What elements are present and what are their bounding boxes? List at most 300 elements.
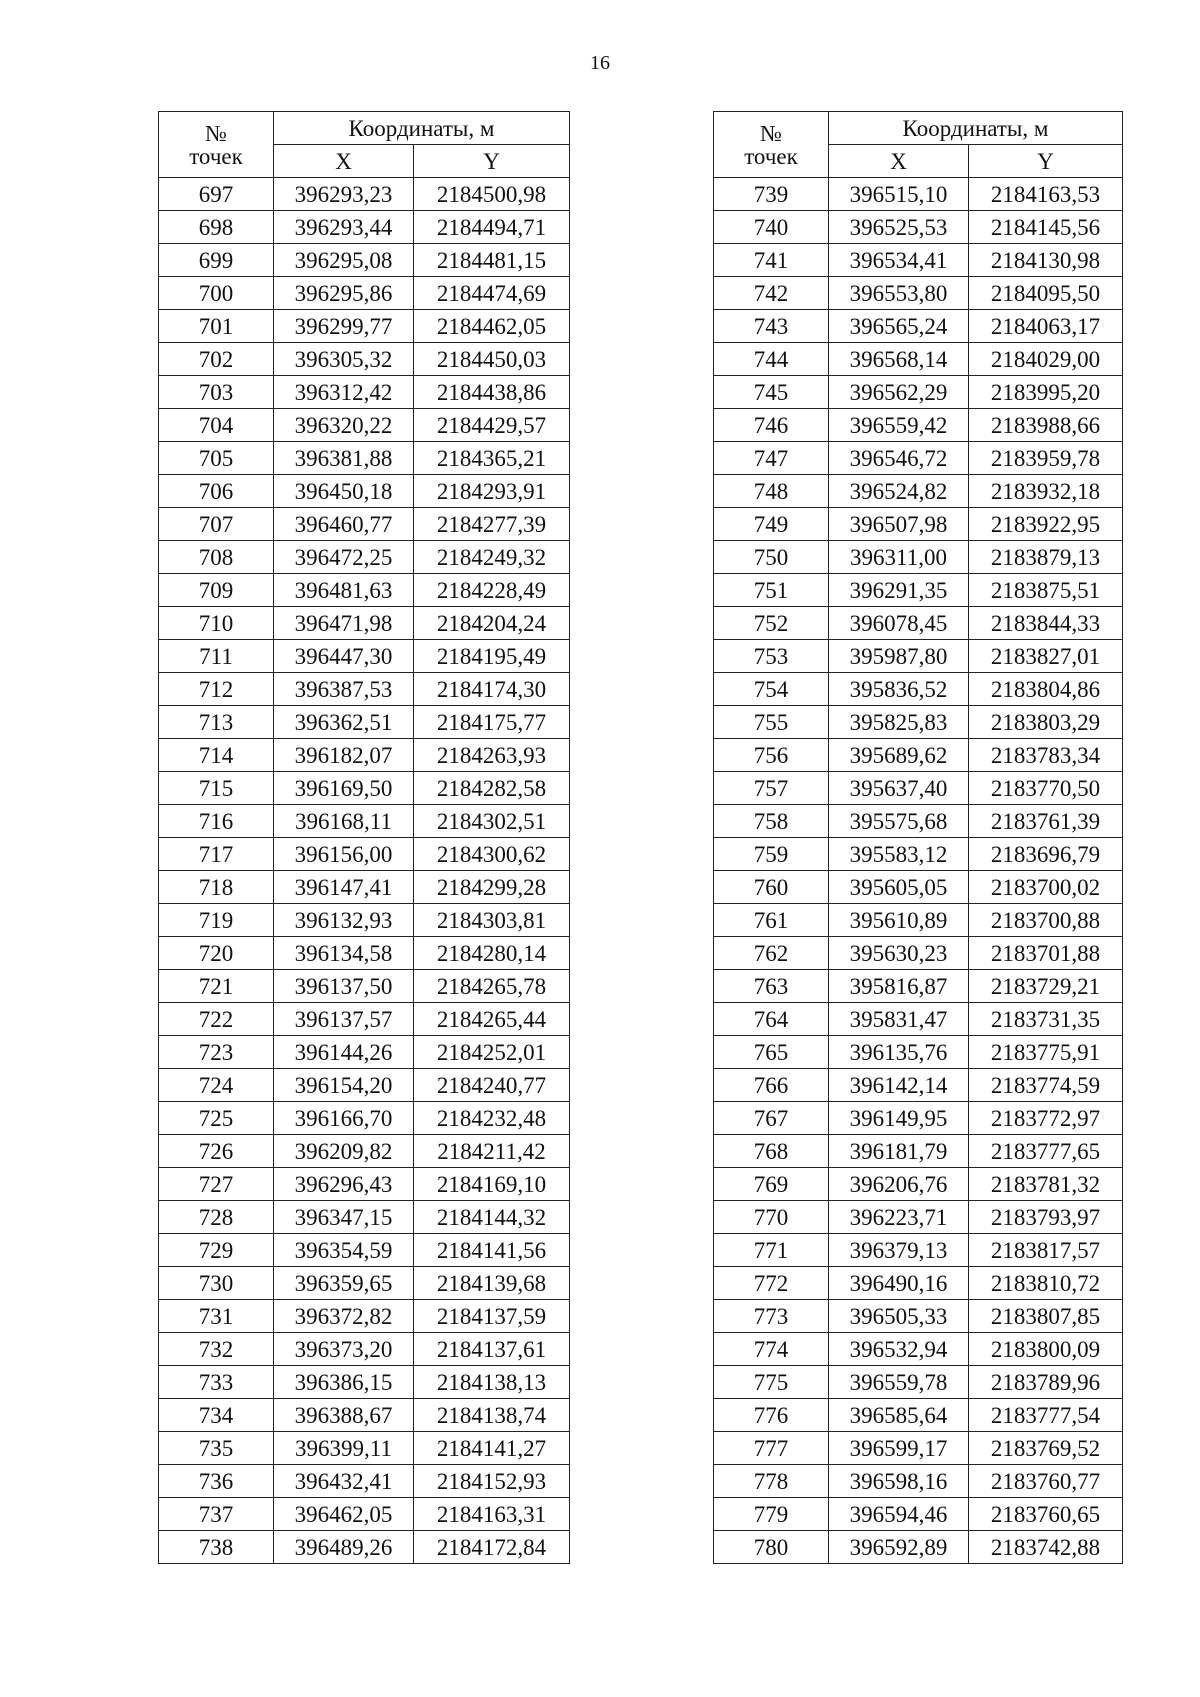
y-coordinate-cell: 2184300,62 — [414, 838, 570, 871]
table-row — [714, 739, 1123, 772]
point-number-cell: 713 — [159, 706, 274, 739]
table-row — [159, 310, 570, 343]
table-row — [159, 1135, 570, 1168]
table-row — [159, 1498, 570, 1531]
x-coordinate-cell: 396354,59 — [274, 1234, 414, 1267]
y-coordinate-cell: 2184137,59 — [414, 1300, 570, 1333]
point-number-cell: 714 — [159, 739, 274, 772]
table-row — [159, 838, 570, 871]
point-number-cell: 749 — [714, 508, 829, 541]
point-number-cell: 758 — [714, 805, 829, 838]
y-coordinate-cell: 2184263,93 — [414, 739, 570, 772]
table-row — [714, 1498, 1123, 1531]
y-coordinate-cell: 2184228,49 — [414, 574, 570, 607]
x-coordinate-cell: 396534,41 — [829, 244, 969, 277]
point-number-symbol: № — [760, 120, 782, 146]
table-row — [714, 442, 1123, 475]
x-coordinate-cell: 396524,82 — [829, 475, 969, 508]
x-coordinate-cell: 395987,80 — [829, 640, 969, 673]
point-number-cell: 716 — [159, 805, 274, 838]
y-coordinate-cell: 2183731,35 — [969, 1003, 1123, 1036]
table-row — [159, 1333, 570, 1366]
point-number-cell: 742 — [714, 277, 829, 310]
y-coordinate-cell: 2184232,48 — [414, 1102, 570, 1135]
table-row — [159, 1432, 570, 1465]
point-number-cell: 776 — [714, 1399, 829, 1432]
x-coordinate-cell: 396362,51 — [274, 706, 414, 739]
y-coordinate-cell: 2184138,13 — [414, 1366, 570, 1399]
x-coordinate-cell: 396546,72 — [829, 442, 969, 475]
y-coordinate-cell: 2183844,33 — [969, 607, 1123, 640]
x-coordinate-cell: 396169,50 — [274, 772, 414, 805]
point-number-label: точек — [744, 143, 798, 169]
y-coordinate-cell: 2184211,42 — [414, 1135, 570, 1168]
table-row — [159, 1036, 570, 1069]
x-coordinate-cell: 396515,10 — [829, 178, 969, 211]
y-coordinate-cell: 2184303,81 — [414, 904, 570, 937]
x-coordinate-cell: 396568,14 — [829, 343, 969, 376]
x-coordinate-cell: 396296,43 — [274, 1168, 414, 1201]
table-row — [714, 211, 1123, 244]
table-row — [159, 211, 570, 244]
x-coordinate-cell: 396182,07 — [274, 739, 414, 772]
table-row — [714, 805, 1123, 838]
table-row — [714, 1234, 1123, 1267]
x-coordinate-cell: 396507,98 — [829, 508, 969, 541]
y-coordinate-cell: 2183922,95 — [969, 508, 1123, 541]
y-coordinate-cell: 2184139,68 — [414, 1267, 570, 1300]
y-coordinate-cell: 2183783,34 — [969, 739, 1123, 772]
table-row — [159, 805, 570, 838]
point-number-cell: 778 — [714, 1465, 829, 1498]
point-number-cell: 752 — [714, 607, 829, 640]
point-number-cell: 741 — [714, 244, 829, 277]
page-number: 16 — [590, 52, 610, 74]
point-number-header — [714, 112, 829, 178]
x-coordinate-cell: 396299,77 — [274, 310, 414, 343]
y-coordinate-cell: 2184494,71 — [414, 211, 570, 244]
table-row — [159, 541, 570, 574]
y-coordinate-cell: 2184500,98 — [414, 178, 570, 211]
point-number-cell: 723 — [159, 1036, 274, 1069]
y-coordinate-cell: 2183760,65 — [969, 1498, 1123, 1531]
y-coordinate-cell: 2184204,24 — [414, 607, 570, 640]
table-row — [714, 607, 1123, 640]
x-coordinate-cell: 396132,93 — [274, 904, 414, 937]
y-coordinate-cell: 2184095,50 — [969, 277, 1123, 310]
x-coordinate-cell: 396505,33 — [829, 1300, 969, 1333]
x-coordinate-cell: 396532,94 — [829, 1333, 969, 1366]
y-coordinate-cell: 2184141,27 — [414, 1432, 570, 1465]
table-row — [714, 772, 1123, 805]
y-coordinate-cell: 2184365,21 — [414, 442, 570, 475]
x-coordinate-cell: 396565,24 — [829, 310, 969, 343]
x-coordinate-cell: 395605,05 — [829, 871, 969, 904]
x-coordinate-cell: 396585,64 — [829, 1399, 969, 1432]
y-coordinate-cell: 2183817,57 — [969, 1234, 1123, 1267]
x-coordinate-cell: 396320,22 — [274, 409, 414, 442]
table-row — [159, 1201, 570, 1234]
y-coordinate-cell: 2184137,61 — [414, 1333, 570, 1366]
table-row — [714, 706, 1123, 739]
y-coordinate-cell: 2183761,39 — [969, 805, 1123, 838]
point-number-cell: 754 — [714, 673, 829, 706]
x-coordinate-cell: 395816,87 — [829, 970, 969, 1003]
point-number-cell: 711 — [159, 640, 274, 673]
point-number-cell: 766 — [714, 1069, 829, 1102]
table-row — [714, 1432, 1123, 1465]
x-coordinate-cell: 396372,82 — [274, 1300, 414, 1333]
table-row — [159, 1300, 570, 1333]
point-number-cell: 738 — [159, 1531, 274, 1564]
point-number-cell: 780 — [714, 1531, 829, 1564]
x-coordinate-cell: 396223,71 — [829, 1201, 969, 1234]
table-row — [159, 343, 570, 376]
table-row — [714, 1531, 1123, 1564]
y-coordinate-cell: 2183696,79 — [969, 838, 1123, 871]
point-number-cell: 779 — [714, 1498, 829, 1531]
table-row — [714, 244, 1123, 277]
point-number-cell: 727 — [159, 1168, 274, 1201]
coordinates-header: Координаты, м — [829, 112, 1123, 145]
y-coordinate-cell: 2183800,09 — [969, 1333, 1123, 1366]
x-coordinate-cell: 396347,15 — [274, 1201, 414, 1234]
y-coordinate-cell: 2184450,03 — [414, 343, 570, 376]
y-coordinate-cell: 2183932,18 — [969, 475, 1123, 508]
point-number-cell: 762 — [714, 937, 829, 970]
y-coordinate-cell: 2184462,05 — [414, 310, 570, 343]
point-number-cell: 751 — [714, 574, 829, 607]
table-body-left — [159, 178, 570, 1564]
x-column-header: X — [274, 145, 414, 178]
table-row — [159, 1234, 570, 1267]
x-coordinate-cell: 396598,16 — [829, 1465, 969, 1498]
table-row — [159, 739, 570, 772]
point-number-header — [159, 112, 274, 178]
point-number-cell: 777 — [714, 1432, 829, 1465]
x-coordinate-cell: 395583,12 — [829, 838, 969, 871]
point-number-cell: 756 — [714, 739, 829, 772]
point-number-cell: 697 — [159, 178, 274, 211]
x-coordinate-cell: 396181,79 — [829, 1135, 969, 1168]
y-coordinate-cell: 2184302,51 — [414, 805, 570, 838]
table-row — [714, 1399, 1123, 1432]
table-row — [159, 1267, 570, 1300]
point-number-cell: 739 — [714, 178, 829, 211]
table-row — [714, 937, 1123, 970]
y-coordinate-cell: 2183701,88 — [969, 937, 1123, 970]
point-number-cell: 774 — [714, 1333, 829, 1366]
point-number-cell: 709 — [159, 574, 274, 607]
y-coordinate-cell: 2184252,01 — [414, 1036, 570, 1069]
point-number-cell: 746 — [714, 409, 829, 442]
table-body-right — [714, 178, 1123, 1564]
table-row — [714, 541, 1123, 574]
y-coordinate-cell: 2183769,52 — [969, 1432, 1123, 1465]
y-coordinate-cell: 2184265,78 — [414, 970, 570, 1003]
point-number-cell: 704 — [159, 409, 274, 442]
point-number-cell: 744 — [714, 343, 829, 376]
x-coordinate-cell: 396154,20 — [274, 1069, 414, 1102]
table-row — [714, 904, 1123, 937]
table-row — [159, 607, 570, 640]
y-coordinate-cell: 2184130,98 — [969, 244, 1123, 277]
y-coordinate-cell: 2183775,91 — [969, 1036, 1123, 1069]
y-coordinate-cell: 2184144,32 — [414, 1201, 570, 1234]
y-coordinate-cell: 2184249,32 — [414, 541, 570, 574]
table-row — [159, 1003, 570, 1036]
point-number-cell: 771 — [714, 1234, 829, 1267]
y-coordinate-cell: 2183700,02 — [969, 871, 1123, 904]
table-row — [159, 409, 570, 442]
point-number-cell: 712 — [159, 673, 274, 706]
x-coordinate-cell: 396305,32 — [274, 343, 414, 376]
table-row — [714, 310, 1123, 343]
x-coordinate-cell: 396168,11 — [274, 805, 414, 838]
table-row — [714, 673, 1123, 706]
point-number-cell: 710 — [159, 607, 274, 640]
x-coordinate-cell: 395825,83 — [829, 706, 969, 739]
y-coordinate-cell: 2184174,30 — [414, 673, 570, 706]
y-coordinate-cell: 2183803,29 — [969, 706, 1123, 739]
y-coordinate-cell: 2184474,69 — [414, 277, 570, 310]
point-number-cell: 747 — [714, 442, 829, 475]
y-coordinate-cell: 2183700,88 — [969, 904, 1123, 937]
coordinates-header: Координаты, м — [274, 112, 570, 145]
x-coordinate-cell: 396553,80 — [829, 277, 969, 310]
x-coordinate-cell: 396078,45 — [829, 607, 969, 640]
y-column-header: Y — [414, 145, 570, 178]
table-row — [159, 772, 570, 805]
y-coordinate-cell: 2184280,14 — [414, 937, 570, 970]
point-number-cell: 728 — [159, 1201, 274, 1234]
point-number-cell: 699 — [159, 244, 274, 277]
y-coordinate-cell: 2183760,77 — [969, 1465, 1123, 1498]
point-number-cell: 717 — [159, 838, 274, 871]
point-number-cell: 706 — [159, 475, 274, 508]
y-coordinate-cell: 2184141,56 — [414, 1234, 570, 1267]
x-coordinate-cell: 395831,47 — [829, 1003, 969, 1036]
point-number-cell: 708 — [159, 541, 274, 574]
y-column-header: Y — [969, 145, 1123, 178]
table-row — [714, 574, 1123, 607]
y-coordinate-cell: 2184169,10 — [414, 1168, 570, 1201]
table-row — [714, 1102, 1123, 1135]
point-number-cell: 743 — [714, 310, 829, 343]
y-coordinate-cell: 2183810,72 — [969, 1267, 1123, 1300]
x-coordinate-cell: 396388,67 — [274, 1399, 414, 1432]
point-number-cell: 718 — [159, 871, 274, 904]
x-coordinate-cell: 396209,82 — [274, 1135, 414, 1168]
table-row — [159, 1168, 570, 1201]
point-number-cell: 720 — [159, 937, 274, 970]
y-coordinate-cell: 2183793,97 — [969, 1201, 1123, 1234]
table-row — [714, 1168, 1123, 1201]
table-row — [714, 838, 1123, 871]
table-row — [159, 1399, 570, 1432]
point-number-cell: 770 — [714, 1201, 829, 1234]
x-coordinate-cell: 396562,29 — [829, 376, 969, 409]
table-row — [159, 376, 570, 409]
x-coordinate-cell: 396386,15 — [274, 1366, 414, 1399]
table-row — [714, 376, 1123, 409]
table-row — [159, 508, 570, 541]
x-coordinate-cell: 396166,70 — [274, 1102, 414, 1135]
y-coordinate-cell: 2183742,88 — [969, 1531, 1123, 1564]
point-number-cell: 769 — [714, 1168, 829, 1201]
x-coordinate-cell: 396525,53 — [829, 211, 969, 244]
table-row — [159, 442, 570, 475]
point-number-cell: 772 — [714, 1267, 829, 1300]
y-coordinate-cell: 2183995,20 — [969, 376, 1123, 409]
y-coordinate-cell: 2184175,77 — [414, 706, 570, 739]
y-coordinate-cell: 2183789,96 — [969, 1366, 1123, 1399]
point-number-cell: 702 — [159, 343, 274, 376]
point-number-cell: 773 — [714, 1300, 829, 1333]
x-coordinate-cell: 396137,57 — [274, 1003, 414, 1036]
x-coordinate-cell: 396481,63 — [274, 574, 414, 607]
table-row — [714, 871, 1123, 904]
point-number-cell: 737 — [159, 1498, 274, 1531]
point-number-cell: 729 — [159, 1234, 274, 1267]
point-number-cell: 755 — [714, 706, 829, 739]
point-number-cell: 761 — [714, 904, 829, 937]
point-number-cell: 698 — [159, 211, 274, 244]
x-column-header: X — [829, 145, 969, 178]
x-coordinate-cell: 396594,46 — [829, 1498, 969, 1531]
x-coordinate-cell: 396381,88 — [274, 442, 414, 475]
table-row — [714, 178, 1123, 211]
y-coordinate-cell: 2184029,00 — [969, 343, 1123, 376]
point-number-cell: 768 — [714, 1135, 829, 1168]
point-number-symbol: № — [205, 120, 227, 146]
point-number-cell: 732 — [159, 1333, 274, 1366]
x-coordinate-cell: 396489,26 — [274, 1531, 414, 1564]
y-coordinate-cell: 2184299,28 — [414, 871, 570, 904]
point-number-cell: 707 — [159, 508, 274, 541]
x-coordinate-cell: 396295,08 — [274, 244, 414, 277]
table-row — [159, 1465, 570, 1498]
table-row — [159, 673, 570, 706]
point-number-cell: 736 — [159, 1465, 274, 1498]
table-row — [159, 1366, 570, 1399]
x-coordinate-cell: 396206,76 — [829, 1168, 969, 1201]
x-coordinate-cell: 396295,86 — [274, 277, 414, 310]
point-number-cell: 703 — [159, 376, 274, 409]
y-coordinate-cell: 2184240,77 — [414, 1069, 570, 1102]
x-coordinate-cell: 396293,44 — [274, 211, 414, 244]
x-coordinate-cell: 396379,13 — [829, 1234, 969, 1267]
point-number-cell: 757 — [714, 772, 829, 805]
y-coordinate-cell: 2183772,97 — [969, 1102, 1123, 1135]
point-number-cell: 700 — [159, 277, 274, 310]
table-row — [714, 1267, 1123, 1300]
table-row — [714, 1003, 1123, 1036]
coordinates-table-right — [713, 111, 1123, 1564]
y-coordinate-cell: 2184172,84 — [414, 1531, 570, 1564]
table-row — [159, 178, 570, 211]
table-row — [159, 1531, 570, 1564]
x-coordinate-cell: 396460,77 — [274, 508, 414, 541]
table-row — [159, 475, 570, 508]
x-coordinate-cell: 396137,50 — [274, 970, 414, 1003]
y-coordinate-cell: 2184163,53 — [969, 178, 1123, 211]
table-row — [714, 409, 1123, 442]
x-coordinate-cell: 396462,05 — [274, 1498, 414, 1531]
point-number-cell: 724 — [159, 1069, 274, 1102]
coordinates-table-left — [158, 111, 570, 1564]
x-coordinate-cell: 395610,89 — [829, 904, 969, 937]
table-row — [159, 1069, 570, 1102]
x-coordinate-cell: 396291,35 — [829, 574, 969, 607]
x-coordinate-cell: 396599,17 — [829, 1432, 969, 1465]
x-coordinate-cell: 396144,26 — [274, 1036, 414, 1069]
table-row — [714, 277, 1123, 310]
table-row — [714, 343, 1123, 376]
point-number-label: точек — [189, 143, 243, 169]
point-number-cell: 767 — [714, 1102, 829, 1135]
table-row — [714, 1300, 1123, 1333]
x-coordinate-cell: 395689,62 — [829, 739, 969, 772]
x-coordinate-cell: 396432,41 — [274, 1465, 414, 1498]
y-coordinate-cell: 2183781,32 — [969, 1168, 1123, 1201]
x-coordinate-cell: 396147,41 — [274, 871, 414, 904]
table-row — [714, 1333, 1123, 1366]
point-number-cell: 701 — [159, 310, 274, 343]
point-number-cell: 730 — [159, 1267, 274, 1300]
point-number-cell: 763 — [714, 970, 829, 1003]
y-coordinate-cell: 2184195,49 — [414, 640, 570, 673]
x-coordinate-cell: 396450,18 — [274, 475, 414, 508]
y-coordinate-cell: 2184138,74 — [414, 1399, 570, 1432]
y-coordinate-cell: 2184429,57 — [414, 409, 570, 442]
table-row — [714, 1135, 1123, 1168]
point-number-cell: 734 — [159, 1399, 274, 1432]
y-coordinate-cell: 2183875,51 — [969, 574, 1123, 607]
x-coordinate-cell: 396156,00 — [274, 838, 414, 871]
point-number-cell: 705 — [159, 442, 274, 475]
y-coordinate-cell: 2183959,78 — [969, 442, 1123, 475]
x-coordinate-cell: 396373,20 — [274, 1333, 414, 1366]
table-row — [159, 871, 570, 904]
x-coordinate-cell: 396135,76 — [829, 1036, 969, 1069]
x-coordinate-cell: 395637,40 — [829, 772, 969, 805]
table-row — [159, 574, 570, 607]
x-coordinate-cell: 395630,23 — [829, 937, 969, 970]
table-row — [714, 1069, 1123, 1102]
x-coordinate-cell: 396293,23 — [274, 178, 414, 211]
table-row — [714, 640, 1123, 673]
x-coordinate-cell: 395575,68 — [829, 805, 969, 838]
x-coordinate-cell: 396447,30 — [274, 640, 414, 673]
point-number-cell: 753 — [714, 640, 829, 673]
table-row — [159, 904, 570, 937]
y-coordinate-cell: 2183827,01 — [969, 640, 1123, 673]
y-coordinate-cell: 2184481,15 — [414, 244, 570, 277]
x-coordinate-cell: 396387,53 — [274, 673, 414, 706]
y-coordinate-cell: 2184277,39 — [414, 508, 570, 541]
table-row — [159, 937, 570, 970]
point-number-cell: 745 — [714, 376, 829, 409]
point-number-cell: 725 — [159, 1102, 274, 1135]
x-coordinate-cell: 396471,98 — [274, 607, 414, 640]
table-row — [159, 277, 570, 310]
y-coordinate-cell: 2183988,66 — [969, 409, 1123, 442]
y-coordinate-cell: 2184438,86 — [414, 376, 570, 409]
y-coordinate-cell: 2184293,91 — [414, 475, 570, 508]
table-row — [714, 508, 1123, 541]
y-coordinate-cell: 2184063,17 — [969, 310, 1123, 343]
